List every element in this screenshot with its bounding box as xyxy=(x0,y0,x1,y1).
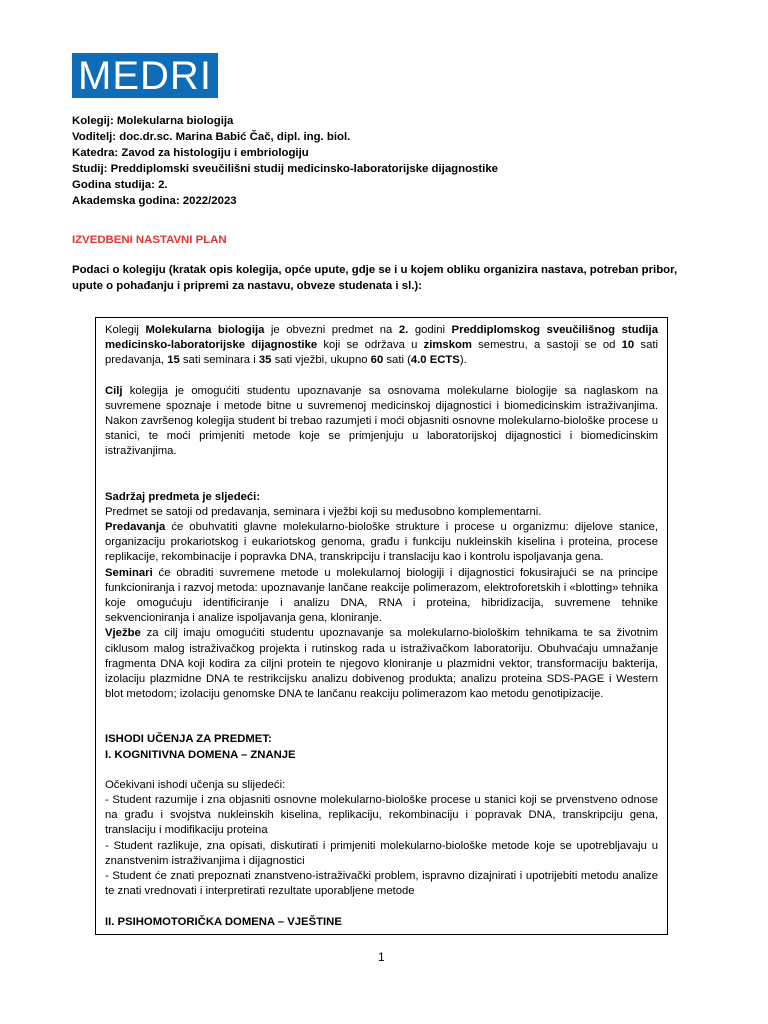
content-line: Predmet se satoji od predavanja, seminara i vježbi koji su međusobno komplementarni. xyxy=(105,505,542,518)
course-goal: Cilj kolegija je omogućiti studentu upoznavanje sa osnovama molekularne biologije sa naglaskom na suvremene spoznaje i metode bitne u suvremenoj medicinskoj dijagnostici i biomedicinskim istraživanjima. Nakon završenog kolegija student bi trebao razumjeti i moći objasniti osnovne molekularno-biološke procese u stanici, te moći primjeniti metode koje se primjenjuju u laboratorijskoj dijagnostici i biomedicinskim istraživanjima. xyxy=(105,384,658,458)
meta-akademska: Akademska godina: 2022/2023 xyxy=(72,195,237,207)
content-heading: Sadržaj predmeta je sljedeći: xyxy=(105,490,261,503)
meta-katedra: Katedra: Zavod za histologiju i embriologiju xyxy=(72,147,309,159)
meta-godina: Godina studija: 2. xyxy=(72,179,168,191)
plan-title: IZVEDBENI NASTAVNI PLAN xyxy=(72,234,227,246)
outcome-item: - Student razumije i zna objasniti osnovne molekularno-biološke procese u stanici koji se prvenstveno odnose na građu i svojstva nukleinskih kiselina, replikaciju, rekombinaciju i popravak DNA, transkripciju gena, translaciju i modifikaciju proteina xyxy=(105,794,658,837)
page-number: 1 xyxy=(378,950,385,964)
course-meta xyxy=(72,113,498,209)
outcome-item: - Student će znati prepoznati znanstveno-istraživački problem, ispravno dizajnirati i upotrijebiti metodu analize te znati vrednovati i interpretirati rezultate uporabljene metode xyxy=(105,870,658,898)
expected-outcomes-label: Očekivani ishodi učenja su slijedeći: xyxy=(105,778,286,791)
psychomotor-domain-heading: II. PSIHOMOTORIČKA DOMENA – VJEŠTINE xyxy=(105,915,342,928)
meta-studij: Studij: Preddiplomski sveučilišni studij medicinsko-laboratorijske dijagnostike xyxy=(72,163,498,175)
seminari-paragraph: Seminari će obraditi suvremene metode u molekularnoj biologiji i dijagnostici fokusirajući se na principe funkcioniranja i razvoj metoda: upoznavanje lančane reakcije polimerazom, elektroforetskih i «blotting» tehnika koje omogućuju identificiranje i analizu DNA, RNA i proteina, hibridizacija, suvremene tehnike sekvencioniranja i analize ispoljavanja gena, kloniranje. xyxy=(105,566,658,625)
outcome-item: - Student razlikuje, zna opisati, diskutirati i primjeniti molekularno-biološke metode koje se upotrebljavaju u znanstvenim istraživanjima i dijagnostici xyxy=(105,839,658,867)
intro-text: Podaci o kolegiju (kratak opis kolegija, opće upute, gdje se i u kojem obliku organizira nastava, potreban pribor, upute o pohađanju i pripremi za nastavu, obveze studenata i sl.): xyxy=(72,264,678,292)
meta-voditelj: Voditelj: doc.dr.sc. Marina Babić Čač, dipl. ing. biol. xyxy=(72,131,351,143)
cognitive-domain-heading: I. KOGNITIVNA DOMENA – ZNANJE xyxy=(105,748,296,761)
outcomes-heading: ISHODI UČENJA ZA PREDMET: xyxy=(105,733,272,746)
vjezbe-paragraph: Vježbe za cilj imaju omogućiti studentu upoznavanje sa molekularno-biološkim tehnikama te sa životnim ciklusom malog istraživačkog projekta i rutinskog rada u istraživačkom laboratoriju. Obuhvaćaju umnažanje fragmenta DNA koji kodira za ciljni protein te njegovo kloniranje u plazmidni vektor, transformaciju bakterija, izolaciju plazmidne DNA te restrikcijsku analizu dobivenog produkta; analizu proteina SDS-PAGE i Western blot metodom; izolaciju genomske DNA te lančanu reakciju polimerazom kao metodu genotipizacije. xyxy=(105,627,658,701)
meta-kolegij: Kolegij: Molekularna biologija xyxy=(72,115,234,127)
logo-text: MEDRI xyxy=(78,53,212,98)
predavanja-paragraph: Predavanja će obuhvatiti glavne molekularno-biološke strukture i procese u organizmu: dijelove stanice, organizaciju prokariotskog i eukariotskog genoma, građu i funkciju nukleinskih kiselina i proteina, procese replikacije, rekombinacije i popravka DNA, transkripciju i translaciju kao i kontrolu ispoljavanja gena. xyxy=(105,521,658,564)
course-summary: Kolegij Molekularna biologija je obvezni predmet na 2. godini Preddiplomskog sveučilišnog studija medicinsko-laboratorijske dijagnostike koji se održava u zimskom semestru, a sastoji se od 10 sati predavanja, 15 sati seminara i 35 sati vježbi, ukupno 60 sati (4.0 ECTS). xyxy=(105,324,658,367)
medri-logo xyxy=(72,53,218,98)
course-description-box xyxy=(95,317,668,935)
